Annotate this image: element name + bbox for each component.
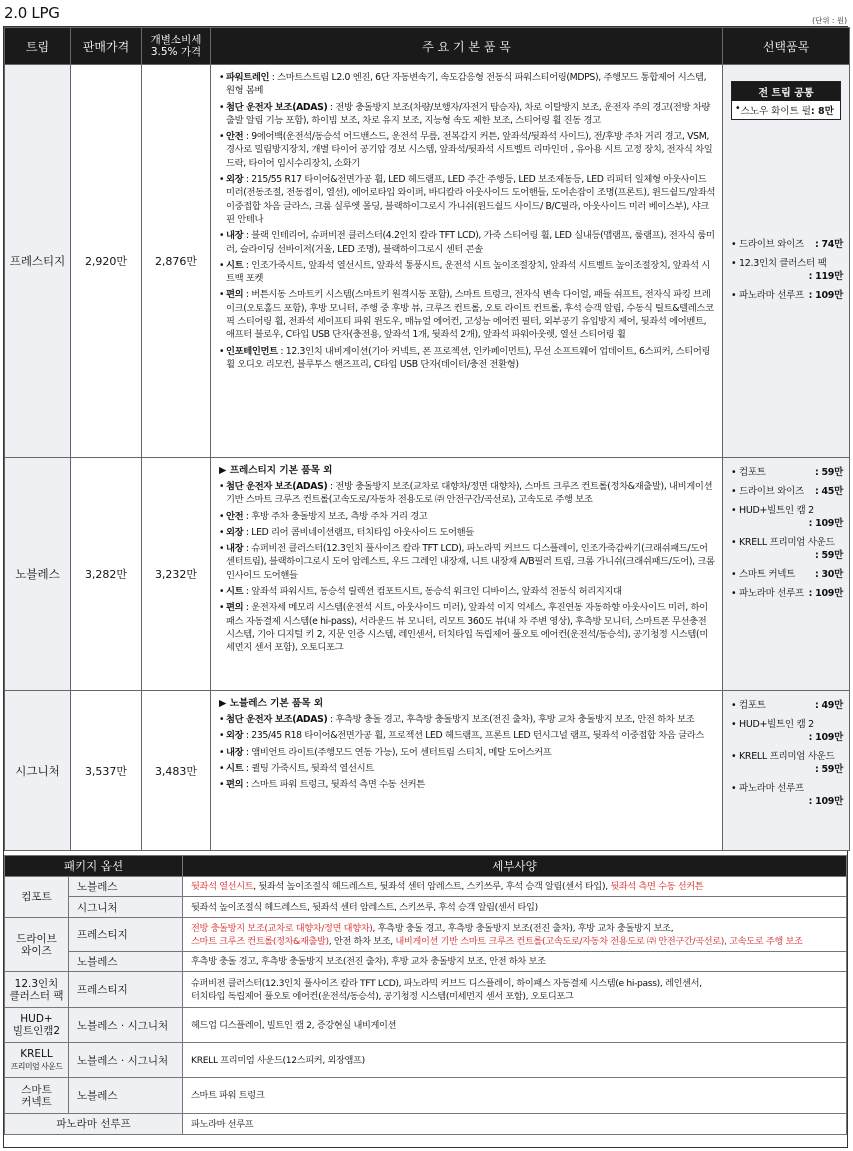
- feature-category: 시트: [226, 762, 244, 774]
- feature-text: : 12.3인치 내비게이션(기아 커넥트, 폰 프로젝션, 인카페이먼트), 무선 소프트웨어 업데이트, 6스피커, 스티어링 휠 오디오 리모컨, 블루투스 핸즈프리, C타입 USB 단자(데이터/충전 전환형): [226, 345, 711, 370]
- option-item: • 드라이브 와이즈 : 45만: [731, 486, 843, 497]
- feature-text: : 9에어백(운전석/동승석 어드밴스드, 운전석 무릎, 전복감지 커튼, 앞좌석/뒷좌석 사이드), 전/후방 주차 거리 경고, VSM, 경사로 밀림방지장치, 개별 타이어 공기압 경보 시스템, 앞좌석/뒷좌석 시트벨트 리마인더 , 유아용 시트 고정 장치, 전자식 차일드락, 타이어 임시수리장치, 소화기: [226, 131, 713, 169]
- spec-text: , 후측방 충돌 경고, 후측방 충돌방지 보조(전진 출차), 후방 교차 충돌방지 보조,: [372, 922, 674, 934]
- package-detail: 슈퍼비전 클러스터(12.3인치 풀사이즈 칼라 TFT LCD), 파노라믹 커브드 디스플레이, 하이패스 자동결제 시스템(e hi-pass), 레인센서, 터치타입 독립제어 풀오토 에어컨(운전석/동승석), 공기청정 시스템(미세먼지 센서 포함), 오토디포그: [183, 972, 847, 1008]
- option-name: 파노라마 선루프: [739, 588, 804, 599]
- option-item: • 스마트 커넥트 : 30만: [731, 569, 843, 580]
- option-name: 12.3인치 클러스터 팩: [739, 258, 827, 269]
- package-detail: [183, 897, 847, 918]
- option-name: 파노라마 선루프: [739, 783, 804, 794]
- option-price: : 45만: [814, 486, 843, 497]
- feature-item: [219, 288, 716, 341]
- option-price: : 8만: [810, 106, 834, 117]
- feature-item: [219, 345, 716, 372]
- option-name: 드라이브 와이즈: [739, 239, 804, 250]
- feature-text: : 버튼시동 스마트키 시스템(스마트키 원격시동 포함), 스마트 트렁크, 전자식 변속 다이얼, 패들 쉬프트, 전자식 파킹 브레이크(오토홀드 포함), 후방 모니터, 주행 중 후방 뷰, 크루즈 컨트롤, 오토 라이트 컨트롤, 후석 승객 알림, 수동식 틸트&텔레스코픽 스티어링 휠, 전좌석 세이프티 파워 윈도우, 매뉴얼 에어컨, 고성능 에어컨 필터, 외부공기 유입방지 제어, 뒷좌석 에어벤트, 애프터 블로우, C타입 USB 단자(충전용, 앞좌석 1개, 뒷좌석 2개), 앞좌석 파워아웃렛, 열선 스티어링 휠: [226, 289, 714, 341]
- option-item: • 파노라마 선루프 : 109만: [731, 290, 843, 301]
- trim-price: 3,537만: [71, 691, 142, 851]
- feature-item: [219, 526, 716, 539]
- option-item: [731, 718, 843, 744]
- unit-note: (단위 : 원): [812, 16, 847, 25]
- feature-item: [219, 259, 716, 286]
- option-name: KRELL 프리미엄 사운드: [739, 537, 835, 548]
- option-name: 컴포트: [739, 700, 766, 711]
- feature-item: [219, 480, 716, 507]
- trim-name: 시그니처: [5, 691, 71, 851]
- feature-text: : 235/45 R18 타이어&전면가공 휠, 프로젝션 LED 헤드램프, 프론트 LED 턴시그널 램프, 뒷좌석 이중접합 차음 글라스: [243, 730, 704, 742]
- feature-category: 파워트레인: [226, 72, 270, 83]
- package-detail: [183, 952, 847, 972]
- package-trim: 프레스티지: [69, 918, 183, 952]
- option-price: : 109만: [808, 290, 843, 301]
- option-item: • 컴포트 : 49만: [731, 700, 843, 711]
- feature-category: 시트: [226, 586, 244, 598]
- page-title: 2.0 LPG: [4, 4, 60, 22]
- feature-item: [219, 173, 716, 226]
- option-price: : 74만: [814, 239, 843, 250]
- feature-category: 편의: [226, 779, 244, 791]
- option-item: [731, 750, 843, 776]
- package-row: [5, 1078, 847, 1114]
- header-features: 주 요 기 본 품 목: [211, 28, 723, 65]
- trim-options: [723, 691, 850, 851]
- feature-basis: ▶ 프레스티지 기본 품목 외: [219, 465, 333, 476]
- trim-name: 노블레스: [5, 458, 71, 691]
- package-trim: 노블레스: [69, 1078, 183, 1114]
- feature-basis: ▶ 노블레스 기본 품목 외: [219, 698, 324, 709]
- option-name: KRELL 프리미엄 사운드: [739, 751, 835, 762]
- package-detail: 헤드업 디스플레이, 빌트인 캠 2, 증강현실 내비게이션: [183, 1008, 847, 1043]
- feature-item: [219, 778, 716, 791]
- trim-features: [211, 65, 723, 458]
- feature-text: : 215/55 R17 타이어&전면가공 휠, LED 헤드램프, LED 주간 주행등, LED 보조제동등, LED 리피터 일체형 아웃사이드 미러(전동조절, 전동접이, 열선), 에어로타입 와이퍼, 바디칼라 아웃사이드 도어핸들, 도어손잡이 조명(프론트), 윈드쉴드/앞좌석 이중접합 차음 글라스, 크롬 실루엣 몰딩, 블랙하이그로시 가니쉬(윈드쉴드 사이드/ B/C필라, 아웃사이드 미러 베이스부), 샤크핀 안테나: [226, 174, 716, 225]
- feature-text: : 퀼팅 가죽시트, 뒷좌석 열선시트: [243, 762, 374, 774]
- package-row: [5, 1008, 847, 1043]
- feature-text: : 후측방 충돌 경고, 후측방 충돌방지 보조(전진 출차), 후방 교차 충돌방지 보조, 안전 하차 보조: [327, 714, 695, 725]
- header-trim: 트림: [5, 28, 71, 65]
- feature-category: 안전: [226, 131, 244, 143]
- feature-text: : 스마트스트림 L2.0 엔진, 6단 자동변속기, 속도감응형 전동식 파워스티어링(MDPS), 주행모드 통합제어 시스템, 원형 봄베: [226, 72, 707, 97]
- package-detail: [183, 877, 847, 897]
- feature-text: : 후방 주차 충돌방지 보조, 측방 주차 거리 경고: [243, 510, 428, 522]
- package-row: [5, 918, 847, 952]
- feature-text: : 슈퍼비전 클러스터(12.3인치 풀사이즈 칼라 TFT LCD), 파노라믹 커브드 디스플레이, 인조가죽감싸기(크래쉬패드/도어 센터트림), 블랙하이그로시 도어 암레스트, 우드 그레인 내장재, 니트 내장재 A/B필러 트림, 크롬 가니쉬(크래쉬패드/도어), 크롬 인사이드 도어핸들: [226, 543, 715, 581]
- option-price: : 59만: [814, 467, 843, 478]
- option-price: : 59만: [814, 550, 843, 561]
- feature-text: : 스마트 파워 트렁크, 뒷좌석 측면 수동 선커튼: [243, 779, 425, 791]
- trim-price: 3,282만: [71, 458, 142, 691]
- feature-category: 외장: [226, 174, 244, 186]
- option-price: : 119만: [808, 271, 843, 282]
- feature-category: 외장: [226, 730, 244, 742]
- option-price: : 59만: [814, 764, 843, 775]
- option-name: 스마트 커넥트: [739, 569, 795, 580]
- package-detail: 스마트 파워 트렁크: [183, 1078, 847, 1114]
- option-item: • 드라이브 와이즈 : 74만: [731, 239, 843, 250]
- common-option-box: 전 트림 공통 • 스노우 화이트 펄 : 8만: [731, 81, 841, 120]
- package-trim: 노블레스: [69, 952, 183, 972]
- feature-category: 편의: [226, 602, 244, 614]
- feature-item: [219, 713, 716, 726]
- spec-text: , 뒷좌석 높이조절식 헤드레스트, 뒷좌석 센터 암레스트, 스키쓰루, 후석 승객 알림(센서 타입),: [253, 881, 611, 892]
- header-package-detail: 세부사양: [183, 856, 847, 877]
- option-item: • 컴포트 : 59만: [731, 467, 843, 478]
- package-detail: KRELL 프리미엄 사운드(12스피커, 외장앰프): [183, 1043, 847, 1078]
- trim-options: [723, 65, 850, 458]
- package-name: 컴포트: [5, 877, 69, 918]
- package-row: [5, 897, 847, 918]
- trim-tax-price: 3,232만: [142, 458, 211, 691]
- option-price: : 30만: [814, 569, 843, 580]
- feature-category: 내장: [226, 746, 244, 758]
- package-trim: 노블레스: [69, 877, 183, 897]
- feature-category: 외장: [226, 526, 244, 538]
- feature-text: : 운전자세 메모리 시스템(운전석 시트, 아웃사이드 미러), 앞좌석 이지 억세스, 후진연동 자동하향 아웃사이드 미러, 하이패스 자동결제 시스템(e hi-pass), 서라운드 뷰 모니터, 리모트 360도 뷰(내 차 주변 영상), 후측방 모니터, 스마트폰 무선충전 시스템, 기아 디지털 키 2, 지문 인증 시스템, 레인센서, 터치타입 독립제어 풀오토 에어컨(운전석/동승석), 공기청정 시스템(미세먼지 센서 포함), 오토디포그: [226, 602, 708, 654]
- feature-category: 시트: [226, 259, 244, 271]
- option-price: : 49만: [814, 700, 843, 711]
- option-name: 컴포트: [739, 467, 766, 478]
- feature-category: 첨단 운전자 보조(ADAS): [226, 101, 328, 113]
- package-name: 12.3인치 클러스터 팩: [5, 972, 69, 1008]
- header-tax-price: 개별소비세 3.5% 가격: [142, 28, 211, 65]
- header-options: 선택품목: [723, 28, 850, 65]
- feature-item: [219, 601, 716, 654]
- feature-item: [219, 542, 716, 582]
- feature-item: [219, 585, 716, 598]
- feature-text: : 앰비언트 라이트(주행모드 연동 가능), 도어 센터트림 스티치, 메탈 도어스커프: [243, 746, 552, 758]
- package-name: 스마트 커넥트: [5, 1078, 69, 1114]
- feature-item: [219, 229, 716, 256]
- feature-text: : 블랙 인테리어, 슈퍼비전 클러스터(4.2인치 칼라 TFT LCD), 가죽 스티어링 휠, LED 실내등(맵램프, 룸램프), 전자식 룸미러, 슬라이딩 선바이저(거울, LED 조명), 블랙하이그로시 센터 콘솔: [226, 230, 715, 255]
- option-item: [731, 536, 843, 562]
- spec-text: , 안전 하차 보조,: [328, 935, 396, 947]
- trim-features: [211, 691, 723, 851]
- feature-item: [219, 729, 716, 742]
- feature-item: [219, 762, 716, 775]
- trim-features: [211, 458, 723, 691]
- feature-text: : LED 리어 콤비네이션램프, 터치타입 아웃사이드 도어핸들: [243, 526, 474, 538]
- package-detail: [183, 918, 847, 952]
- option-price: : 109만: [808, 732, 843, 743]
- trim-row: [5, 691, 850, 851]
- feature-category: 첨단 운전자 보조(ADAS): [226, 714, 328, 725]
- feature-item: [219, 71, 716, 98]
- package-table-header: [5, 856, 847, 877]
- feature-item: [219, 746, 716, 759]
- spec-sheet: [3, 26, 848, 1148]
- option-name: HUD+빌트인 캠 2: [739, 719, 814, 730]
- feature-category: 내장: [226, 543, 244, 555]
- feature-category: 내장: [226, 230, 244, 242]
- package-name: 드라이브 와이즈: [5, 918, 69, 972]
- option-item: • 파노라마 선루프 : 109만: [731, 588, 843, 599]
- header-price: 판매가격: [71, 28, 142, 65]
- feature-text: : 인조가죽시트, 앞좌석 열선시트, 앞좌석 통풍시트, 운전석 시트 높이조절장치, 앞좌석 시트벨트 높이조절장치, 앞좌석 시트백 포켓: [226, 259, 710, 285]
- package-row: [5, 972, 847, 1008]
- option-name: 파노라마 선루프: [739, 290, 804, 301]
- feature-text: : 전방 충돌방지 보조(교차로 대향차/정면 대향차), 스마트 크루즈 컨트롤(정차&재출발), 내비게이션 기반 스마트 크루즈 컨트롤(고속도로/자동차 전용도로 ㈜ 안전구간/곡선로), 고속도로 주행 보조: [226, 481, 713, 506]
- package-trim: 노블레스 · 시그니처: [69, 1043, 183, 1078]
- option-item: [731, 782, 843, 808]
- feature-category: 인포테인먼트: [226, 345, 278, 357]
- option-price: : 109만: [808, 518, 843, 529]
- feature-category: 첨단 운전자 보조(ADAS): [226, 481, 328, 492]
- trim-price: 2,920만: [71, 65, 142, 458]
- package-trim: 시그니처: [69, 897, 183, 918]
- common-option-heading: 전 트림 공통: [732, 82, 840, 101]
- option-item: [731, 257, 843, 283]
- trim-row: [5, 458, 850, 691]
- trim-table-header: [5, 28, 850, 65]
- package-name: HUD+ 빌트인캠2: [5, 1008, 69, 1043]
- option-price: : 109만: [808, 588, 843, 599]
- package-trim: 노블레스 · 시그니처: [69, 1008, 183, 1043]
- package-name: KRELL 프리미엄 사운드: [5, 1043, 69, 1078]
- package-detail: 파노라마 선루프: [183, 1114, 847, 1135]
- option-item: [731, 504, 843, 530]
- package-row: [5, 1043, 847, 1078]
- trim-name: 프레스티지: [5, 65, 71, 458]
- package-name: 파노라마 선루프: [5, 1114, 183, 1135]
- trim-options: [723, 458, 850, 691]
- feature-item: [219, 130, 716, 170]
- spec-text: 후측방 충돌 경고, 후측방 충돌방지 보조(전진 출차), 후방 교차 충돌방지 보조, 안전 하차 보조: [191, 956, 546, 967]
- option-name: 드라이브 와이즈: [739, 486, 804, 497]
- feature-category: 편의: [226, 289, 244, 301]
- option-price: : 109만: [808, 796, 843, 807]
- highlighted-spec: 뒷좌석 측면 수동 선커튼: [610, 881, 704, 892]
- trim-tax-price: 3,483만: [142, 691, 211, 851]
- package-table: [4, 855, 847, 1135]
- package-trim: 프레스티지: [69, 972, 183, 1008]
- package-row: [5, 1114, 847, 1135]
- highlighted-spec: 스마트 크루즈 컨트롤(정차&재출발): [191, 935, 329, 947]
- highlighted-spec: 전방 충돌방지 보조(교차로 대향차/정면 대향차): [191, 922, 373, 934]
- trim-tax-price: 2,876만: [142, 65, 211, 458]
- feature-category: 안전: [226, 510, 244, 522]
- spec-text: 뒷좌석 높이조절식 헤드레스트, 뒷좌석 센터 암레스트, 스키쓰루, 후석 승객 알림(센서 타입): [191, 901, 538, 913]
- trim-row: [5, 65, 850, 458]
- feature-item: [219, 101, 716, 128]
- package-row: [5, 952, 847, 972]
- feature-text: : 전방 충돌방지 보조(차량/보행자/자전거 탑승자), 차로 이탈방지 보조, 운전자 주의 경고(전방 차량 출발 알림 기능 포함), 하이빔 보조, 차로 유지 보조, 지능형 속도 제한 보조, 스티어링 휠 진동 경고: [226, 101, 711, 126]
- highlighted-spec: 뒷좌석 열선시트: [191, 881, 254, 892]
- highlighted-spec: 내비게이션 기반 스마트 크루즈 컨트롤(고속도로/자동차 전용도로 ㈜ 안전구간/곡선로), 고속도로 주행 보조: [395, 935, 803, 947]
- feature-text: : 앞좌석 파워시트, 동승석 릴렉션 컴포트시트, 동승석 워크인 디바이스, 앞좌석 전동식 허리지지대: [243, 586, 622, 598]
- feature-item: [219, 510, 716, 523]
- option-name: 스노우 화이트 펄: [740, 106, 811, 117]
- trim-table: [4, 27, 850, 851]
- package-row: [5, 877, 847, 897]
- header-package-option: 패키지 옵션: [5, 856, 183, 877]
- option-name: HUD+빌트인 캠 2: [739, 505, 814, 516]
